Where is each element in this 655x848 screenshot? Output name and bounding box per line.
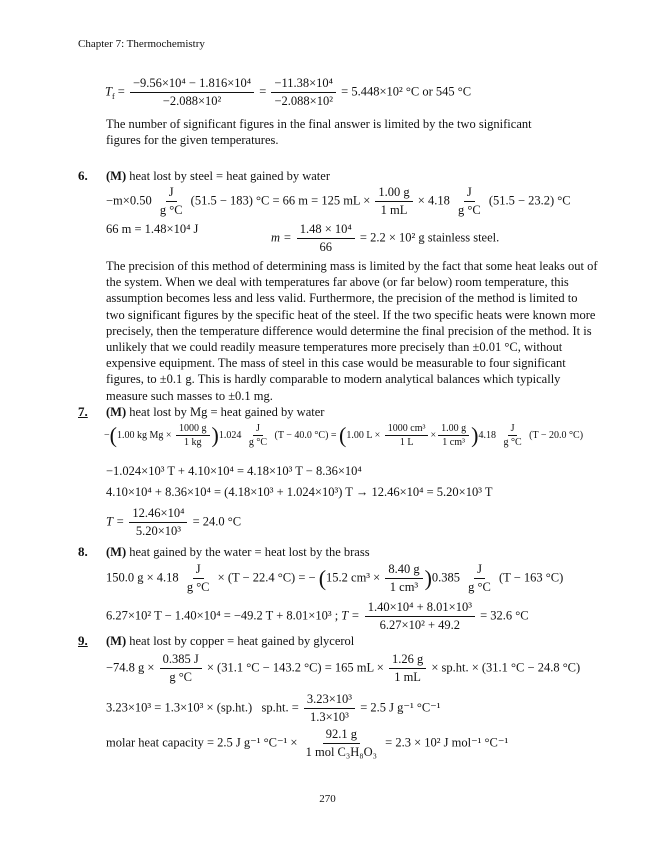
problem-8-text: heat gained by the water = heat lost by the brass xyxy=(129,545,370,559)
tf-symbol: T xyxy=(105,84,112,99)
p8-eq1-d: 0.385 xyxy=(431,570,461,585)
p8-unit-j-1: J xyxy=(193,562,204,579)
problem-6-eq1 xyxy=(106,185,571,218)
p7-eq4-lhs: T = xyxy=(106,514,125,529)
problem-9-eq1 xyxy=(106,652,580,685)
problem-9-number: 9. xyxy=(78,633,88,648)
p7-eq1-minus: − xyxy=(104,429,110,441)
p8-unit-gc-2: g °C xyxy=(468,580,491,594)
p6-eq2-left: 66 m = 1.48×10⁴ J xyxy=(106,222,199,236)
problem-7-eq3: 4.10×10⁴ + 8.36×10⁴ = (4.18×10³ + 1.024×10³) T → 12.46×10⁴ = 5.20×10³ T xyxy=(106,485,493,499)
tf-den-1: −2.088×10² xyxy=(162,94,222,108)
p9-eq1-a: −74.8 g × xyxy=(106,660,155,675)
p8-eq1-a: 150.0 g × 4.18 xyxy=(106,570,179,585)
problem-7-eq1: −(1.00 kg Mg × $\frac{1000 g}{1 kg}$ )1.024 $\frac{J}{g ^\circ C}$ (T − 40.0 °C) = (1.00 L × $\frac{\text{1000 cm³}}{1 L}$ × $\frac{1.00 g}{\text{1 cm³}}$ )4.18 $\frac{J}{g ^\circ C}$ (T − 20.0 °C) xyxy=(104,422,584,448)
p6-mass-den: 66 xyxy=(319,240,332,254)
p7-unit-gc-2: g °C xyxy=(503,437,522,448)
p7-dens-den: 1 cm³ xyxy=(442,437,465,448)
problem-7-number: 7. xyxy=(78,404,88,419)
p9-shr-num: 3.23×10³ xyxy=(304,692,355,709)
p9-sh-den: g °C xyxy=(169,670,193,684)
p9-dens-num: 1.26 g xyxy=(389,652,426,669)
p7-unit-j-2: J xyxy=(508,423,518,436)
p7-unit-frac-2 xyxy=(500,423,524,448)
p7-eq1-dt2: (T − 20.0 °C) xyxy=(529,429,584,441)
p9-eq2-a: 3.23×10³ = 1.3×10³ × (sp.ht.) xyxy=(106,700,253,715)
p6-unit-j-1: J xyxy=(166,185,177,202)
p7-dens-frac xyxy=(438,423,469,448)
p7-kg-den: 1 kg xyxy=(184,437,202,448)
p8-eq1-c: 15.2 cm³ × xyxy=(326,570,381,585)
p9-molar-frac xyxy=(303,727,380,760)
p8-tf-num: 1.40×10⁴ + 8.01×10³ xyxy=(365,600,475,617)
p7-eq1-mass: 1.00 kg Mg × xyxy=(116,429,172,441)
p8-unit-frac-1 xyxy=(184,562,213,595)
p8-eq2-res: = 32.6 °C xyxy=(480,608,529,623)
p7-kg-frac xyxy=(176,423,210,448)
p8-unit-gc-1: g °C xyxy=(186,580,210,594)
p7-eq1-dt: (T − 40.0 °C) = xyxy=(274,429,337,441)
tf-fraction-2 xyxy=(271,76,336,109)
p9-sh-num: 0.385 J xyxy=(160,652,202,669)
p9-molar-den: 1 mol C₃H₈O₃ xyxy=(305,745,378,759)
p6-density-num: 1.00 g xyxy=(375,185,412,202)
problem-8-eq2 xyxy=(106,600,529,633)
p9-dens-den: 1 mL xyxy=(394,670,421,684)
p9-eq1-c: × sp.ht. × (31.1 °C − 24.8 °C) xyxy=(431,660,581,675)
problem-9-eq2 xyxy=(106,692,441,725)
p9-sh-frac xyxy=(160,652,202,685)
p9-eq3-a: molar heat capacity = 2.5 J g⁻¹ °C⁻¹ × xyxy=(106,735,298,750)
p7-cm-frac xyxy=(385,423,429,448)
p8-eq2-b: T = xyxy=(341,608,360,623)
p7-cm-num: 1000 cm³ xyxy=(385,423,429,436)
problem-9-level: (M) xyxy=(106,634,127,648)
p8-tf-den: 6.27×10² + 49.2 xyxy=(379,618,461,632)
p8-unit-j-2: J xyxy=(474,562,485,579)
problem-9-statement xyxy=(106,633,354,649)
p7-eq1-418: 4.18 xyxy=(478,429,496,441)
p6-unit-gc-1: g °C xyxy=(159,203,183,217)
intro-paragraph: The number of significant figures in the final answer is limited by the two significant figures for the given temperatures. xyxy=(106,117,532,148)
p7-unit-frac-1 xyxy=(246,423,270,448)
p6-mass-num: 1.48 × 10⁴ xyxy=(297,222,355,239)
problem-8-level: (M) xyxy=(106,545,127,559)
tf-equation: $T_f$ = $\frac{\text{−9.56×10⁴ − 1.816×10⁴}}{\text{−2.088×10²}}$ = $\frac{\text{−11.38×10⁴}}{\text{−2.088×10²}}$ = 5.448×10² °C or 545 °C xyxy=(105,76,472,108)
problem-8-number: 8. xyxy=(78,544,88,559)
problem-6-level: (M) xyxy=(106,169,127,183)
p6-eq1-right: (51.5 − 23.2) °C xyxy=(488,193,571,208)
p7-tf-frac xyxy=(129,506,187,539)
page-number: 270 xyxy=(319,793,336,805)
tf-fraction-1 xyxy=(130,76,254,109)
p8-eq1-e: (T − 163 °C) xyxy=(499,570,564,585)
p7-eq4-res: = 24.0 °C xyxy=(192,514,242,529)
p6-mass-frac xyxy=(297,222,355,255)
p8-unit-frac-2 xyxy=(465,562,494,595)
problem-8-statement xyxy=(106,544,370,560)
tf-result: = 5.448×10² °C or 545 °C xyxy=(341,84,472,99)
p6-unit-frac-2 xyxy=(455,185,484,218)
p9-eq2-b: sp.ht. = xyxy=(261,700,299,715)
p9-shr-den: 1.3×10³ xyxy=(310,710,349,724)
p7-kg-num: 1000 g xyxy=(176,423,210,436)
p6-unit-frac-1 xyxy=(157,185,186,218)
p7-eq1-vol: 1.00 L × xyxy=(346,429,381,441)
p8-eq2-a: 6.27×10² T − 1.40×10⁴ = −49.2 T + 8.01×10³ ; xyxy=(106,608,339,623)
p9-eq2-res: = 2.5 J g⁻¹ °C⁻¹ xyxy=(360,700,441,715)
p9-sh-result-frac xyxy=(304,692,355,725)
tf-num-1: −9.56×10⁴ − 1.816×10⁴ xyxy=(130,76,254,93)
problem-6-text: heat lost by steel = heat gained by water xyxy=(129,169,330,183)
p7-cm-den: 1 L xyxy=(399,437,414,448)
p8-dens-den: 1 cm³ xyxy=(389,580,419,594)
p7-unit-j-1: J xyxy=(253,423,263,436)
chapter-header: Chapter 7: Thermochemistry xyxy=(78,38,205,50)
p9-eq1-b: × (31.1 °C − 143.2 °C) = 165 mL × xyxy=(206,660,384,675)
p6-eq2-right: = 2.2 × 10² g stainless steel. xyxy=(359,230,500,245)
problem-7-statement xyxy=(106,404,324,420)
p6-density-den: 1 mL xyxy=(380,203,408,217)
p7-dens-num: 1.00 g xyxy=(438,423,469,436)
p6-eq1-mid: (51.5 − 183) °C = 66 m = 125 mL × xyxy=(190,193,371,208)
problem-7-text: heat lost by Mg = heat gained by water xyxy=(129,405,325,419)
problem-9-text: heat lost by copper = heat gained by glycerol xyxy=(129,634,355,648)
problem-7-level: (M) xyxy=(106,405,127,419)
p6-unit-j-2: J xyxy=(464,185,475,202)
problem-6-statement xyxy=(106,168,330,184)
p7-eq1-times: × xyxy=(430,429,437,441)
p9-dens-frac xyxy=(389,652,426,685)
problem-6-eq2 xyxy=(106,222,198,237)
p8-eq1-b: × (T − 22.4 °C) = − xyxy=(217,570,316,585)
problem-6-number: 6. xyxy=(78,168,88,183)
p9-molar-num: 92.1 g xyxy=(323,727,360,744)
p7-eq1-sh: 1.024 xyxy=(218,429,242,441)
p8-tf-frac xyxy=(365,600,475,633)
problem-7-eq4 xyxy=(106,506,241,539)
p6-eq1-left: −m×0.50 xyxy=(106,193,152,208)
p8-dens-num: 8.40 g xyxy=(385,562,422,579)
problem-7-eq2: −1.024×10³ T + 4.10×10⁴ = 4.18×10³ T − 8.36×10⁴ xyxy=(106,464,362,478)
p6-density-frac xyxy=(375,185,412,218)
p7-tf-num: 12.46×10⁴ xyxy=(129,506,187,523)
p9-eq3-res: = 2.3 × 10² J mol⁻¹ °C⁻¹ xyxy=(385,735,509,750)
problem-6-eq2-mass xyxy=(271,222,499,255)
p7-tf-den: 5.20×10³ xyxy=(135,524,182,538)
problem-8-eq1: 150.0 g × 4.18 $\frac{J}{g ^\circ C}$ × (T − 22.4 °C) = − (15.2 cm³ × $\frac{8.40 g}{\text{1 cm³}}$ )0.385 $\frac{J}{g ^\circ C}$ (T − 163 °C) xyxy=(106,562,564,594)
tf-num-2: −11.38×10⁴ xyxy=(271,76,336,93)
tf-den-2: −2.088×10² xyxy=(274,94,333,108)
p8-dens-frac xyxy=(385,562,422,595)
problem-6-paragraph: The precision of this method of determining mass is limited by the fact that some heat leaks out of the system. When we deal with temperatures far above (or far below) room temperature, this assumption becomes less and less valid. Furthermore, the precision of the method is limited to two significant figures by the specific heat of the steel. If the two specific heats were known more precisely, then the temperature difference would determine the final precision of the method. It is unlikely that we could readily measure temperatures more precisely than ±0.01 °C, without expensive equipment. The mass of steel in this case would be measurable to four significant figures, to ±0.1 g. This is hardly comparable to modern analytical balances which typically measure such masses to ±0.1 mg. xyxy=(106,259,598,403)
p6-eq2-m: m = xyxy=(271,230,292,245)
problem-9-eq3 xyxy=(106,727,508,760)
p6-eq1-418: × 4.18 xyxy=(417,193,450,208)
p7-unit-gc-1: g °C xyxy=(248,437,267,448)
p6-unit-gc-2: g °C xyxy=(457,203,481,217)
